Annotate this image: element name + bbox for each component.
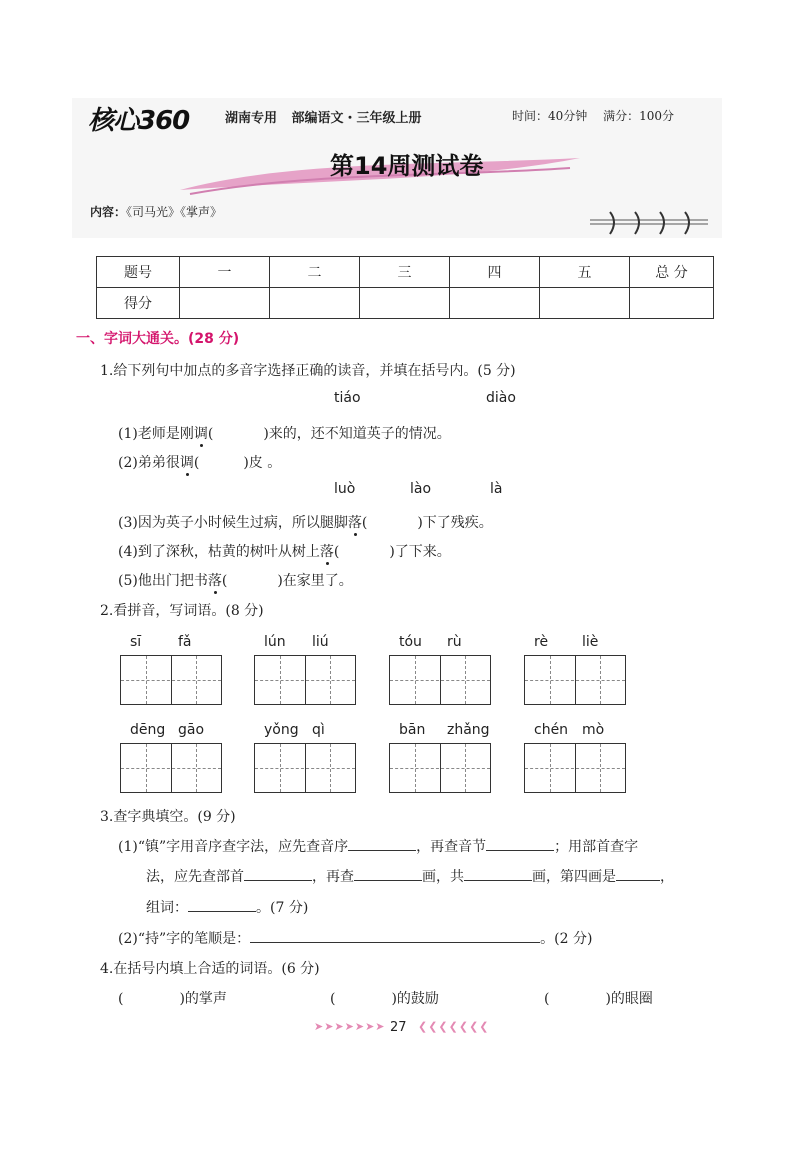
logo: 核心360 <box>88 106 190 136</box>
answer-blank[interactable] <box>348 836 416 851</box>
score-input-cell[interactable] <box>450 288 540 319</box>
q3-line-1 <box>118 836 638 856</box>
answer-blank[interactable] <box>464 866 532 881</box>
pinyin-label: gāo <box>178 722 205 738</box>
q4-item[interactable]: ( )的眼圈 <box>544 991 653 1007</box>
page-number: 27 <box>390 1020 407 1035</box>
line-text: ，再查 <box>312 869 354 885</box>
content-value: 《司马光》《掌声》 <box>126 205 223 219</box>
dotted-char: 落 <box>207 573 222 589</box>
pinyin-label: chén <box>534 722 569 738</box>
dotted-char: 调 <box>179 455 194 471</box>
answer-blank[interactable] <box>486 836 554 851</box>
q4-item[interactable]: ( )的鼓励 <box>330 991 439 1007</box>
score-input-cell[interactable] <box>270 288 360 319</box>
q3-title: 3.查字典填空。(9 分) <box>100 809 236 825</box>
score-table <box>96 256 714 319</box>
score-input-cell[interactable] <box>630 288 714 319</box>
sentence-text: )在家里了。 <box>277 573 353 589</box>
table-cell: 得分 <box>97 288 180 319</box>
pinyin-label: tóu <box>399 634 422 650</box>
pinyin-option: luò <box>334 481 356 497</box>
sentence-text: ( <box>333 544 340 560</box>
time-limit: 时间：40分钟 <box>512 109 588 123</box>
writing-box[interactable] <box>524 743 626 793</box>
q4-title: 4.在括号内填上合适的词语。(6 分) <box>100 961 320 977</box>
line-text: ， <box>660 869 674 885</box>
sentence-text: (1)老师是刚 <box>118 426 194 442</box>
score-input-cell[interactable] <box>360 288 450 319</box>
q3-line-4 <box>118 928 592 948</box>
writing-box[interactable] <box>120 655 222 705</box>
writing-box[interactable] <box>389 743 491 793</box>
writing-box[interactable] <box>524 655 626 705</box>
dotted-char: 落 <box>347 515 362 531</box>
sentence-text: ( <box>207 426 214 442</box>
pinyin-option: diào <box>486 390 516 406</box>
sentence-text: )来的，还不知道英子的情况。 <box>263 426 451 442</box>
line-text: (1)“镇”字用音序查字法，应先查音序 <box>118 839 349 855</box>
score-input-cell[interactable] <box>540 288 630 319</box>
sentence-text: (4)到了深秋，枯黄的树叶从树上 <box>118 544 320 560</box>
dotted-char: 落 <box>319 544 334 560</box>
course-label: 部编语文・三年级上册 <box>291 111 422 126</box>
region-label: 湖南专用 <box>225 111 278 126</box>
line-text: ，再查音节 <box>416 839 487 855</box>
line-text: ；用部首查字 <box>554 839 639 855</box>
writing-box[interactable] <box>254 743 356 793</box>
writing-box[interactable] <box>120 743 222 793</box>
pinyin-label: lún <box>264 634 286 650</box>
q2-title: 2.看拼音，写词语。(8 分) <box>100 603 264 619</box>
q1-sentence-3 <box>118 512 493 532</box>
dotted-char: 调 <box>193 426 208 442</box>
q3-line-2 <box>146 866 674 886</box>
score-table-header-row <box>97 257 714 288</box>
q1-sentence-4 <box>118 541 451 561</box>
answer-blank[interactable] <box>244 866 312 881</box>
line-text: 法，应先查部首 <box>146 869 244 885</box>
line-text: 。(2 分) <box>540 931 593 947</box>
q1-title: 1.给下列句中加点的多音字选择正确的读音，并填在括号内。(5 分) <box>100 363 516 379</box>
table-cell: 二 <box>270 257 360 288</box>
full-score: 满分：100分 <box>603 109 675 123</box>
q1-sentence-1 <box>118 423 451 443</box>
pinyin-label: qì <box>312 722 325 738</box>
score-table-score-row <box>97 288 714 319</box>
q4-item[interactable]: ( )的掌声 <box>118 991 227 1007</box>
sentence-text: )下了残疾。 <box>417 515 493 531</box>
writing-box[interactable] <box>254 655 356 705</box>
table-cell: 五 <box>540 257 630 288</box>
header-time <box>512 107 686 124</box>
pinyin-option: là <box>490 481 503 497</box>
sentence-text: (2)弟弟很 <box>118 455 180 471</box>
pinyin-label: mò <box>582 722 605 738</box>
pinyin-label: zhǎng <box>447 722 490 738</box>
footer-arrows-left: ➤➤➤➤➤➤➤ <box>314 1020 386 1033</box>
sentence-text: ( <box>193 455 200 471</box>
pinyin-option: tiáo <box>334 390 361 406</box>
pinyin-label: fǎ <box>178 634 192 650</box>
pinyin-label: liè <box>582 634 599 650</box>
table-cell: 一 <box>180 257 270 288</box>
answer-blank[interactable] <box>616 866 660 881</box>
sentence-text: (5)他出门把书 <box>118 573 208 589</box>
pinyin-label: yǒng <box>264 722 299 738</box>
line-text: 画，第四画是 <box>532 869 616 885</box>
pinyin-label: sī <box>130 634 142 650</box>
content-line <box>90 203 222 220</box>
table-cell: 题号 <box>97 257 180 288</box>
answer-blank[interactable] <box>250 928 540 943</box>
line-text: 画，共 <box>422 869 464 885</box>
pinyin-option: lào <box>410 481 432 497</box>
sentence-text: )了下来。 <box>389 544 451 560</box>
section-title: 一、字词大通关。(28 分) <box>76 331 240 347</box>
sentence-text: )皮 。 <box>243 455 282 471</box>
sentence-text: ( <box>221 573 228 589</box>
q3-line-3 <box>146 897 308 917</box>
line-text: (2)“持”字的笔顺是： <box>118 931 251 947</box>
table-cell: 四 <box>450 257 540 288</box>
pinyin-label: liú <box>312 634 329 650</box>
content-label: 内容： <box>90 205 127 219</box>
pinyin-label: bān <box>399 722 426 738</box>
table-cell: 总 分 <box>630 257 714 288</box>
sentence-text: (3)因为英子小时候生过病，所以腿脚 <box>118 515 348 531</box>
pinyin-label: dēng <box>130 722 166 738</box>
wave-decoration <box>590 208 710 236</box>
pinyin-label: rè <box>534 634 549 650</box>
page-title: 第14周测试卷 <box>330 152 484 180</box>
table-cell: 三 <box>360 257 450 288</box>
answer-blank[interactable] <box>188 897 256 912</box>
sentence-text: ( <box>361 515 368 531</box>
pinyin-label: rù <box>447 634 462 650</box>
score-input-cell[interactable] <box>180 288 270 319</box>
answer-blank[interactable] <box>354 866 422 881</box>
writing-box[interactable] <box>389 655 491 705</box>
q1-sentence-5 <box>118 570 353 590</box>
line-text: 组词： <box>146 900 188 916</box>
q1-sentence-2 <box>118 452 281 472</box>
line-text: 。(7 分) <box>256 900 309 916</box>
header-subtitle <box>225 107 432 126</box>
footer-arrows-right: ❮❮❮❮❮❮❮ <box>418 1020 490 1033</box>
